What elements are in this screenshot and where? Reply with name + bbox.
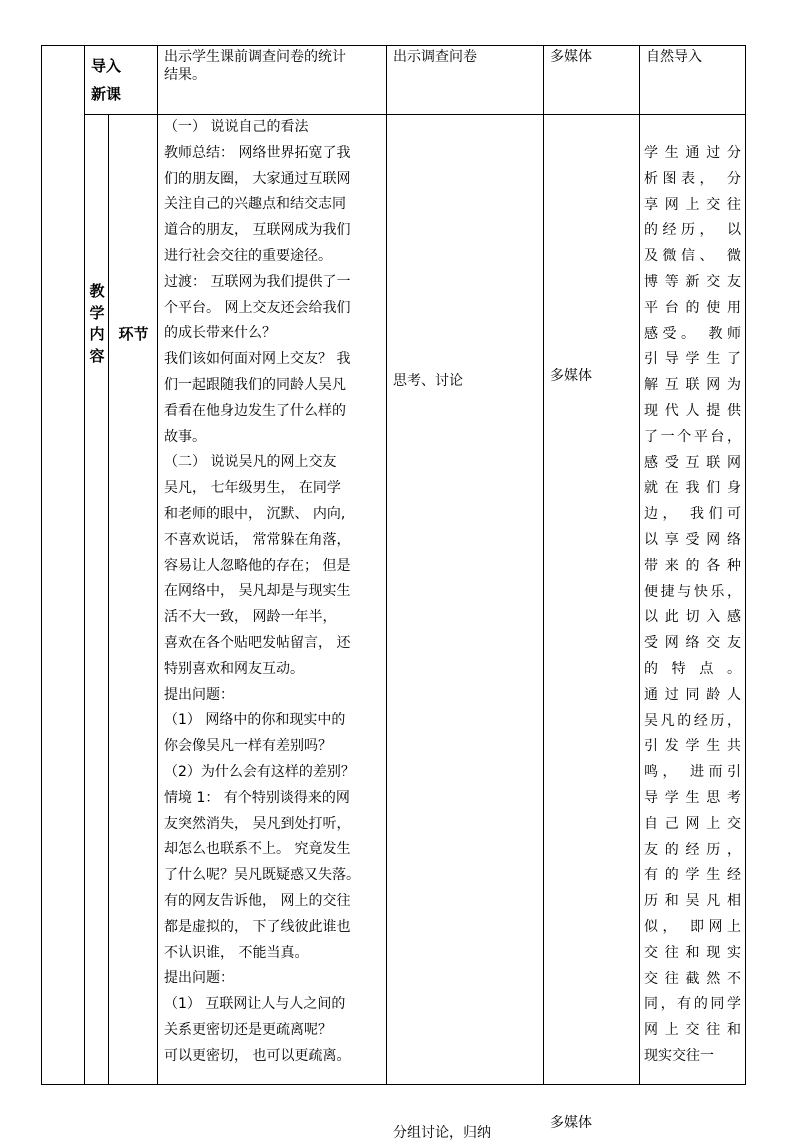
intent-line: 引发学生共 — [644, 738, 742, 755]
intent-line: 历和吴凡相 — [644, 893, 742, 910]
main-intent-text — [640, 115, 745, 1070]
intent-line: 平台的使用 — [644, 299, 742, 316]
intent-line: 鸣， 进而引 — [644, 764, 742, 781]
content-line: 教师总结： 网络世界拓宽了我 — [164, 144, 351, 161]
content-line: 你会像吴凡一样有差别吗？ — [164, 738, 333, 755]
intro-content-line-2: 结果。 — [164, 67, 207, 83]
content-line: 不喜欢说话， 常常躲在角落， — [164, 531, 351, 548]
intent-line: 的特点。 — [644, 660, 742, 677]
content-line: 进行社会交往的重要途径。 — [164, 247, 333, 264]
content-line: 却怎么也联系不上。 究竟发生 — [164, 841, 351, 858]
content-line: 道合的朋友， 互联网成为我们 — [164, 222, 351, 239]
main-activity-2: 分组讨论，归纳 — [393, 1125, 492, 1141]
main-section-cell — [85, 115, 109, 1085]
intent-line: 学生通过分 — [644, 145, 742, 161]
section-char-2: 学 — [89, 303, 105, 322]
intro-section-label-2: 新课 — [91, 85, 122, 103]
intro-activity-text: 出示调查问卷 — [393, 49, 478, 65]
intent-line: 以此切入感 — [644, 609, 742, 626]
main-section-label — [85, 281, 109, 367]
intent-line: 通过同龄人 — [644, 686, 742, 703]
content-line: （1） 网络中的你和现实中的 — [164, 712, 346, 729]
intent-line: 同，有的同学 — [644, 996, 742, 1013]
intent-line: 及微信、 微 — [644, 248, 742, 265]
content-line: 个平台。 网上交友还会给我们 — [164, 299, 351, 316]
main-activity-cell — [387, 115, 544, 1141]
content-line: 在网络中， 吴凡却是与现实生 — [164, 583, 351, 600]
content-line: 和老师的眼中， 沉默、 内向, — [164, 505, 346, 522]
intent-line: 自己网上交 — [644, 815, 742, 832]
intent-line: 友的经历， — [644, 841, 742, 858]
main-stage-label: 环节 — [118, 325, 149, 343]
main-stage-cell — [109, 115, 158, 1085]
section-char-4: 容 — [89, 346, 105, 365]
intent-line: 就在我们身 — [644, 480, 742, 497]
content-line: （2）为什么会有这样的差别？ — [164, 763, 355, 780]
table-row-intro — [42, 46, 746, 115]
section-char-3: 内 — [89, 325, 105, 343]
intent-line: 导学生思考 — [644, 789, 742, 806]
content-line: 可以更密切， 也可以更疏离。 — [164, 1047, 351, 1064]
content-line: 都是虚拟的， 下了线彼此谁也 — [164, 918, 351, 935]
intro-section-label-1: 导入 — [91, 57, 122, 75]
intent-line: 引导学生了 — [644, 351, 742, 368]
intent-line: 博等新交友 — [644, 273, 742, 290]
intent-line: 交往和现实 — [644, 944, 742, 961]
intent-line: 析图表， 分 — [644, 170, 742, 187]
content-line: 关系更密切还是更疏离呢？ — [164, 1021, 333, 1038]
intro-content-line-1: 出示学生课前调查问卷的统计 — [164, 49, 347, 65]
intent-line: 现实交往一 — [644, 1047, 715, 1064]
intent-line: 感受。 教师 — [644, 325, 742, 342]
intro-method-text: 多媒体 — [550, 49, 593, 65]
content-line: 故事。 — [164, 428, 207, 445]
content-line: 过渡： 互联网为我们提供了一 — [164, 273, 351, 290]
content-line: 情境 1： 有个特别谈得来的网 — [164, 789, 350, 806]
main-method-cell — [544, 115, 640, 1131]
intro-method-cell — [544, 46, 640, 115]
content-line: 我们该如何面对网上交友？ 我 — [164, 351, 351, 368]
content-line: （一） 说说自己的看法 — [164, 119, 309, 135]
main-content-cell — [158, 115, 387, 1085]
content-line: （二） 说说吴凡的网上交友 — [164, 454, 337, 471]
content-line: 喜欢在各个贴吧发帖留言， 还 — [164, 634, 351, 651]
content-line: 提出问题： — [164, 970, 235, 987]
intro-intent-text: 自然导入 — [646, 49, 703, 65]
intent-line: 吴凡的经历， — [644, 712, 742, 729]
intent-line: 现代人提供 — [644, 402, 742, 419]
content-line: 吴凡， 七年级男生， 在同学 — [164, 480, 341, 497]
content-line: 了什么呢？吴凡既疑惑又失落。 — [164, 867, 361, 884]
blank-left-column — [42, 46, 85, 1085]
content-line: 的成长带来什么？ — [164, 325, 277, 342]
section-char-1: 教 — [89, 282, 105, 300]
intent-line: 网上交往和 — [644, 1022, 742, 1039]
content-line: 友突然消失， 吴凡到处打听， — [164, 815, 351, 832]
intent-line: 边， 我们可 — [644, 506, 742, 523]
intro-activity-cell — [387, 46, 544, 115]
table-row-main — [42, 115, 746, 1085]
content-line: 们的朋友圈， 大家通过互联网 — [164, 170, 351, 187]
main-content-text — [158, 115, 386, 1069]
intro-content-cell — [158, 46, 387, 115]
intent-line: 了一个平台， — [644, 428, 742, 445]
content-line: 有的网友告诉他， 网上的交往 — [164, 892, 351, 909]
intent-line: 享网上交往 — [644, 196, 742, 213]
main-activity-1: 思考、讨论 — [393, 373, 464, 389]
main-method-1: 多媒体 — [550, 368, 593, 384]
content-line: 活不大一致， 网龄一年半， — [164, 609, 337, 626]
lesson-plan-table — [41, 45, 746, 1141]
intent-line: 便捷与快乐， — [644, 583, 742, 600]
intent-line: 感受互联网 — [644, 454, 742, 471]
intro-intent-cell — [640, 46, 746, 115]
intent-line: 解互联网为 — [644, 377, 742, 394]
main-method-2: 多媒体 — [550, 1115, 593, 1131]
intent-line: 似， 即网上 — [644, 918, 742, 935]
main-intent-cell — [640, 115, 746, 1085]
intent-line: 以享受网络 — [644, 531, 742, 548]
intent-line: 有的学生经 — [644, 867, 742, 884]
content-line: 提出问题： — [164, 686, 235, 703]
content-line: 看看在他身边发生了什么样的 — [164, 402, 347, 419]
intent-line: 交往截然不 — [644, 970, 742, 987]
intro-section-cell — [85, 46, 158, 115]
content-line: 关注自己的兴趣点和结交志同 — [164, 196, 347, 213]
intent-line: 带来的各种 — [644, 557, 742, 574]
intent-line: 的经历， 以 — [644, 222, 742, 239]
content-line: 们一起跟随我们的同龄人吴凡 — [164, 376, 347, 393]
content-line: 特别喜欢和网友互动。 — [164, 660, 305, 677]
content-line: 容易让人忽略他的存在； 但是 — [164, 557, 351, 574]
content-line: 不认识谁， 不能当真。 — [164, 944, 309, 961]
content-line: （1） 互联网让人与人之间的 — [164, 996, 346, 1013]
intent-line: 受网络交友 — [644, 635, 742, 652]
